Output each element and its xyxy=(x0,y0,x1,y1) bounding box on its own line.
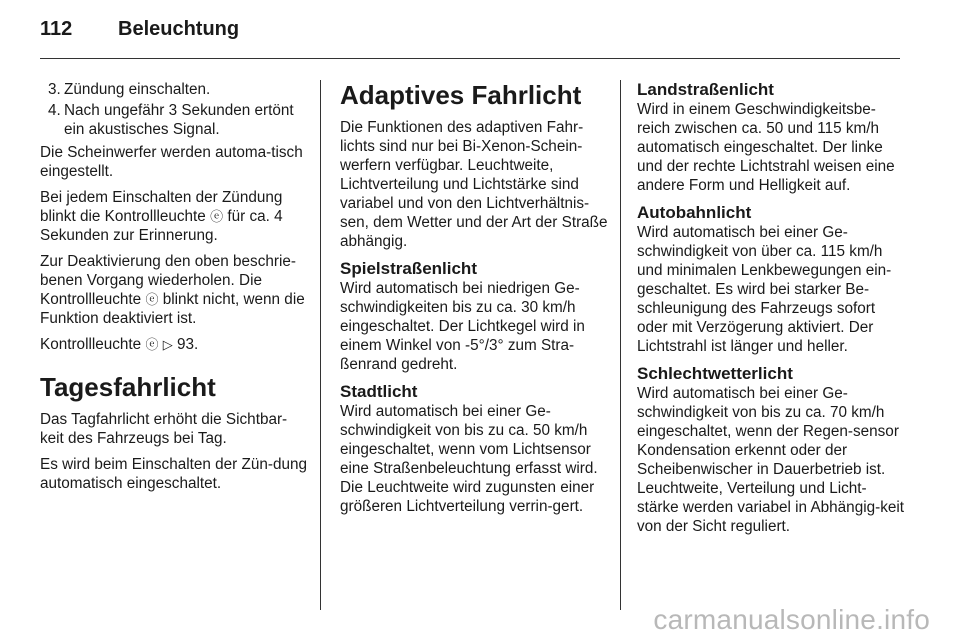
paragraph xyxy=(40,252,308,328)
header-rule xyxy=(40,58,900,59)
paragraph xyxy=(40,188,308,245)
step-text: Zündung einschalten. xyxy=(64,81,211,98)
step-text: Nach ungefähr 3 Sekunden ertönt ein akustisches Signal. xyxy=(64,102,294,138)
headlight-range-warning-icon: ⓔ xyxy=(145,337,159,352)
subheading: Spielstraßenlicht xyxy=(340,259,477,278)
paragraph: Wird in einem Geschwindigkeitsbe-reich zwischen ca. 50 und 115 km/h automatisch eingeschaltet. Der linke und der rechte Lichtstrahl weisen eine andere Form und Helligkeit auf. xyxy=(637,101,895,194)
paragraph: Das Tagfahrlicht erhöht die Sichtbar-keit des Fahrzeugs bei Tag. xyxy=(40,411,288,447)
page-number: 112 xyxy=(40,18,73,40)
paragraph: Die Scheinwerfer werden automa-tisch eingestellt. xyxy=(40,144,303,180)
step-number: 3. xyxy=(48,81,61,98)
page-reference-arrow-icon[interactable]: ▷ xyxy=(162,337,173,352)
text: Zur Deaktivierung den oben beschrie-benen Vorgang wiederholen. Die Kontrollleuchte xyxy=(40,253,296,308)
page-title: Beleuchtung xyxy=(118,18,240,40)
column-1 xyxy=(40,80,308,500)
text: Bei jedem Einschalten der Zündung blinkt die Kontrollleuchte xyxy=(40,189,283,225)
column-3 xyxy=(637,80,905,543)
text: für ca. 4 Sekunden zur Erinnerung. xyxy=(40,208,283,244)
page-header xyxy=(40,18,239,41)
headlight-range-warning-icon: ⓔ xyxy=(145,292,159,307)
list-item xyxy=(40,80,308,99)
paragraph: Wird automatisch bei einer Ge-schwindigkeit von bis zu ca. 70 km/h eingeschaltet, wenn der Regen-sensor Kondensation erkennt oder der Scheibenwischer in Dauerbetrieb ist. Leuchtweite, Verteilung und Licht-stärke werden variabel in Abhängig-keit von der Sicht reguliert. xyxy=(637,385,905,535)
steps-list xyxy=(40,80,308,139)
paragraph: Es wird beim Einschalten der Zün-dung automatisch eingeschaltet. xyxy=(40,456,307,492)
paragraph: Wird automatisch bei einer Ge-schwindigkeit von über ca. 115 km/h und minimalen Lenkbewegungen ein-geschaltet. Es wird bei starker Be-schleunigung des Fahrzeugs sofort oder mit Verzögerung aktiviert. Der Lichtstrahl ist länger und heller. xyxy=(637,224,892,355)
paragraph: Wird automatisch bei niedrigen Ge-schwindigkeiten bis zu ca. 30 km/h eingeschaltet. Der Lichtkegel wird in einem Winkel von -5°/3° zum Stra-ßenrand gedreht. xyxy=(340,280,585,373)
paragraph: Wird automatisch bei einer Ge-schwindigkeit von bis zu ca. 50 km/h eingeschaltet, wenn vom Lichtsensor eine Straßenbeleuchtung erfasst wird. Die Leuchtweite wird zugunsten einer größeren Lichtverteilung verrin-gert. xyxy=(340,403,598,515)
step-number: 4. xyxy=(48,102,61,119)
subheading: Landstraßenlicht xyxy=(637,80,774,99)
text: Kontrollleuchte xyxy=(40,336,146,353)
column-2 xyxy=(340,80,608,523)
subheading: Schlechtwetterlicht xyxy=(637,364,793,383)
list-item xyxy=(40,101,308,139)
page-reference-link[interactable]: 93. xyxy=(176,336,199,353)
section-heading: Tagesfahrlicht xyxy=(40,372,216,402)
section-heading: Adaptives Fahrlicht xyxy=(340,80,582,110)
subheading: Autobahnlicht xyxy=(637,203,752,222)
column-divider-1 xyxy=(320,80,321,610)
paragraph: Die Funktionen des adaptiven Fahr-lichts sind nur bei Bi-Xenon-Schein-werfern verfügbar. Leuchtweite, Lichtverteilung und Lichtstärke sind variabel und von den Lichtverhältnis-sen, dem Wetter und der Art der Straße abhängig. xyxy=(340,119,608,250)
paragraph xyxy=(40,335,308,354)
text: blinkt nicht, wenn die Funktion deaktiviert ist. xyxy=(40,291,305,327)
headlight-range-warning-icon: ⓔ xyxy=(210,209,224,224)
subheading: Stadtlicht xyxy=(340,382,418,401)
column-divider-2 xyxy=(620,80,621,610)
watermark: carmanualsonline.info xyxy=(653,604,930,635)
